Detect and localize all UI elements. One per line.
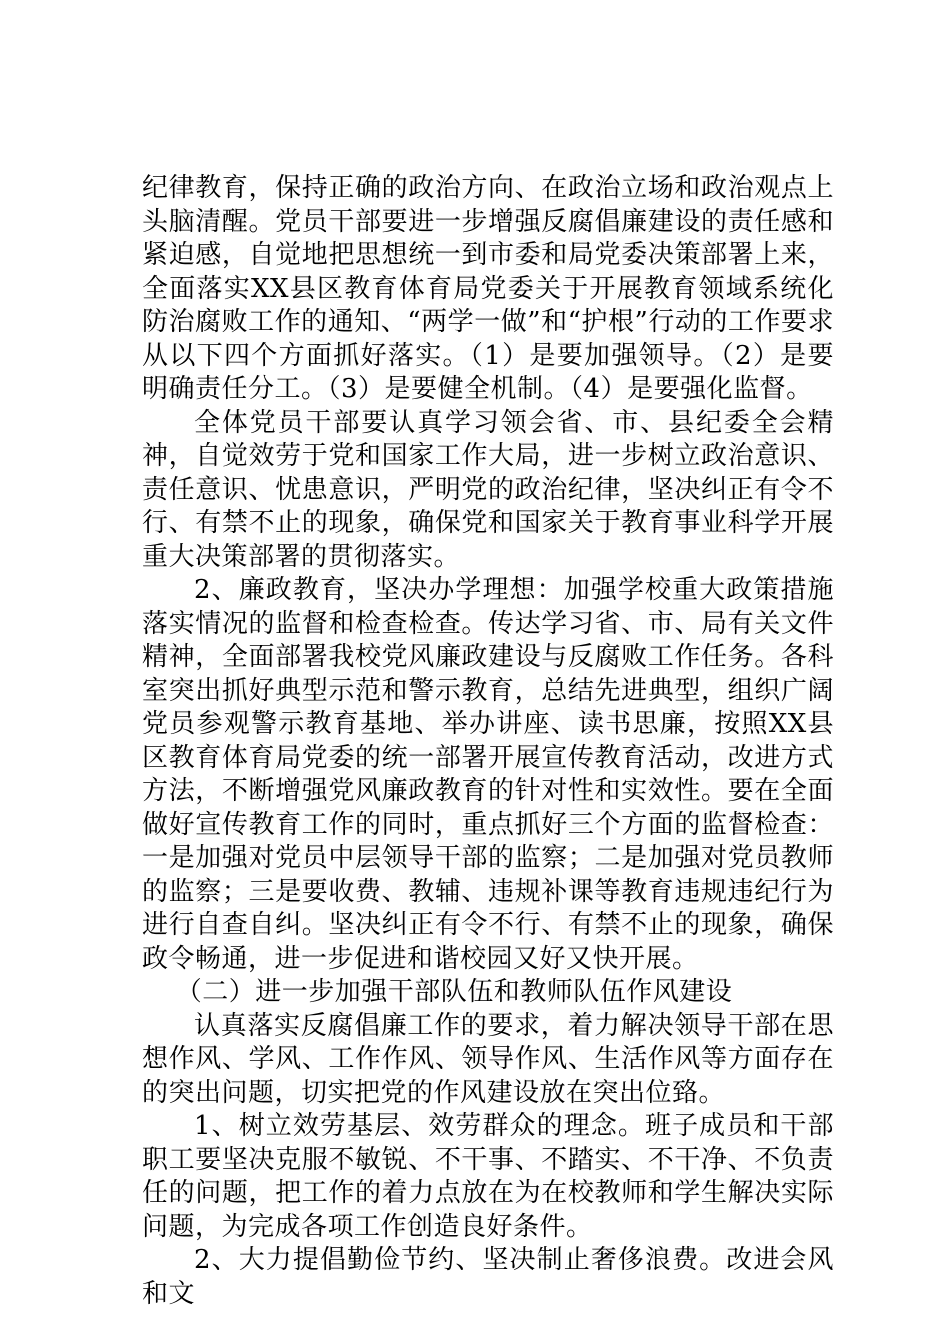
paragraph-anti-corruption-requirements: 认真落实反腐倡廉工作的要求，着力解决领导干部在思想作风、学风、工作作风、领导作风、生活作风等方面存在的突出问题，切实把党的作风建设放在突出位臵。	[142, 1010, 834, 1108]
paragraph-party-members-study: 全体党员干部要认真学习领会省、市、县纪委全会精神，自觉效劳于党和国家工作大局，进一步树立政治意识、责任意识、忧患意识，严明党的政治纪律，坚决纠正有令不行、有禁不止的现象，确保党和国家关于教育事业科学开展重大决策部署的贯彻落实。	[142, 407, 834, 572]
document-body	[142, 172, 834, 1311]
paragraph-serve-grassroots: 1、树立效劳基层、效劳群众的理念。班子成员和干部职工要坚决克服不敏锐、不干事、不踏实、不干净、不负责任的问题，把工作的着力点放在为在校教师和学生解决实际问题，为完成各项工作创造良好条件。	[142, 1111, 834, 1242]
section-heading-style-building: （二）进一步加强干部队伍和教师队伍作风建设	[175, 977, 733, 1007]
paragraph-integrity-education: 2、廉政教育，坚决办学理想：加强学校重大政策措施落实情况的监督和检查检查。传达学习省、市、局有关文件精神，全面部署我校党风廉政建设与反腐败工作任务。各科室突出抓好典型示范和警示教育，总结先进典型，组织广阔党员参观警示教育基地、举办讲座、读书思廉，按照XX县区教育体育局党委的统一部署开展宣传教育活动，改进方式方法，不断增强党风廉政教育的针对性和实效性。要在全面做好宣传教育工作的同时，重点抓好三个方面的监督检查：一是加强对党员中层领导干部的监察；二是加强对党员教师的监察；三是要收费、教辅、违规补课等教育违规违纪行为进行自查自纠。坚决纠正有令不行、有禁不止的现象，确保政令畅通，进一步促进和谐校园又好又快开展。	[142, 575, 834, 974]
paragraph-discipline-education: 纪律教育，保持正确的政治方向、在政治立场和政治观点上头脑清醒。党员干部要进一步增强反腐倡廉建设的责任感和紧迫感，自觉地把思想统一到市委和局党委决策部署上来，全面落实XX县区教育体育局党委关于开展教育领域系统化防治腐败工作的通知、“两学一做”和“护根”行动的工作要求从以下四个方面抓好落实。（1）是要加强领导。（2）是要明确责任分工。（3）是要健全机制。（4）是要强化监督。	[142, 173, 834, 404]
paragraph-frugality: 2、大力提倡勤俭节约、坚决制止奢侈浪费。改进会风和文	[142, 1245, 834, 1309]
